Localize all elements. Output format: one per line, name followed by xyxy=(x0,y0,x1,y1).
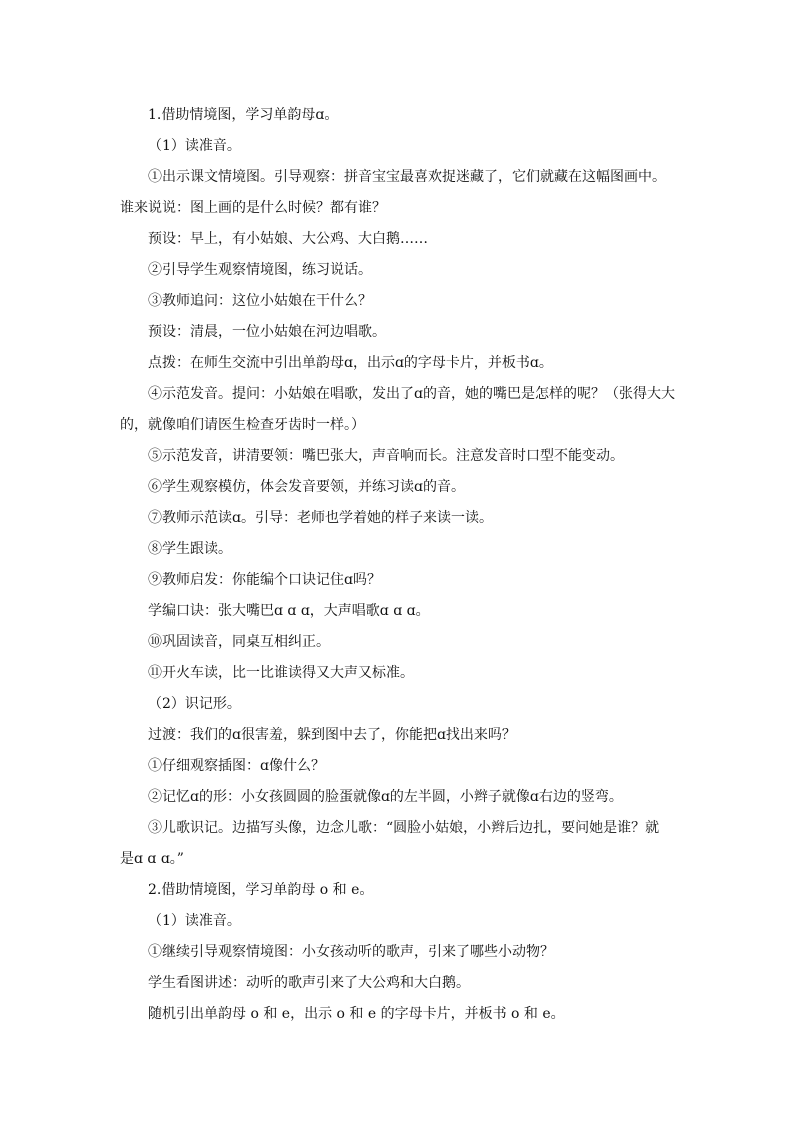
text-line: ⑦教师示范读ɑ。引导：老师也学着她的样子来读一读。 xyxy=(148,510,493,526)
text-line: （2）识记形。 xyxy=(148,696,241,712)
text-line: ①继续引导观察情境图：小女孩动听的歌声，引来了哪些小动物？ xyxy=(148,944,554,960)
text-line: 的，就像咱们请医生检查牙齿时一样。） xyxy=(120,417,365,433)
text-line: 2.借助情境图，学习单韵母 o 和 e。 xyxy=(148,882,374,898)
text-line: ①仔细观察插图：ɑ像什么？ xyxy=(148,758,325,774)
text-line: 点拨：在师生交流中引出单韵母ɑ，出示ɑ的字母卡片，并板书ɑ。 xyxy=(148,355,553,371)
document-page xyxy=(120,100,680,1030)
text-line: 是ɑ ɑ ɑ。” xyxy=(120,851,184,867)
text-line: （1）读准音。 xyxy=(148,913,241,929)
text-line: 1.借助情境图，学习单韵母ɑ。 xyxy=(148,107,339,123)
text-line: ⑪开火车读，比一比谁读得又大声又标准。 xyxy=(148,665,414,681)
text-line: 随机引出单韵母 o 和 e，出示 o 和 e 的字母卡片，并板书 o 和 e。 xyxy=(148,1006,565,1022)
text-line: ⑨教师启发：你能编个口诀记住ɑ吗？ xyxy=(148,572,381,588)
text-line: 预设：早上，有小姑娘、大公鸡、大白鹅…… xyxy=(148,231,428,247)
text-line: ①出示课文情境图。引导观察：拼音宝宝最喜欢捉迷藏了，它们就藏在这幅图画中。 xyxy=(148,169,666,185)
text-line: ②记忆ɑ的形：小女孩圆圆的脸蛋就像ɑ的左半圆，小辫子就像ɑ右边的竖弯。 xyxy=(148,789,623,805)
text-line: ④示范发音。提问：小姑娘在唱歌，发出了ɑ的音，她的嘴巴是怎样的呢？（张得大大 xyxy=(148,386,675,402)
text-line: （1）读准音。 xyxy=(148,138,241,154)
text-line: 谁来说说：图上画的是什么时候？都有谁？ xyxy=(120,200,386,216)
text-line: ③教师追问：这位小姑娘在干什么？ xyxy=(148,293,372,309)
text-line: 过渡：我们的ɑ很害羞，躲到图中去了，你能把ɑ找出来吗？ xyxy=(148,727,516,743)
text-line: ③儿歌识记。边描写头像，边念儿歌：“圆脸小姑娘，小辫后边扎，要问她是谁？就 xyxy=(148,820,660,836)
text-line: 预设：清晨，一位小姑娘在河边唱歌。 xyxy=(148,324,386,340)
text-line: 学生看图讲述：动听的歌声引来了大公鸡和大白鹅。 xyxy=(148,975,470,991)
text-line: ⑥学生观察模仿，体会发音要领，并练习读ɑ的音。 xyxy=(148,479,465,495)
text-line: ⑧学生跟读。 xyxy=(148,541,232,557)
text-line: 学编口诀：张大嘴巴ɑ ɑ ɑ，大声唱歌ɑ ɑ ɑ。 xyxy=(148,603,430,619)
text-line: ⑤示范发音，讲清要领：嘴巴张大，声音响而长。注意发音时口型不能变动。 xyxy=(148,448,624,464)
text-line: ②引导学生观察情境图，练习说话。 xyxy=(148,262,372,278)
text-line: ⑩巩固读音，同桌互相纠正。 xyxy=(148,634,330,650)
